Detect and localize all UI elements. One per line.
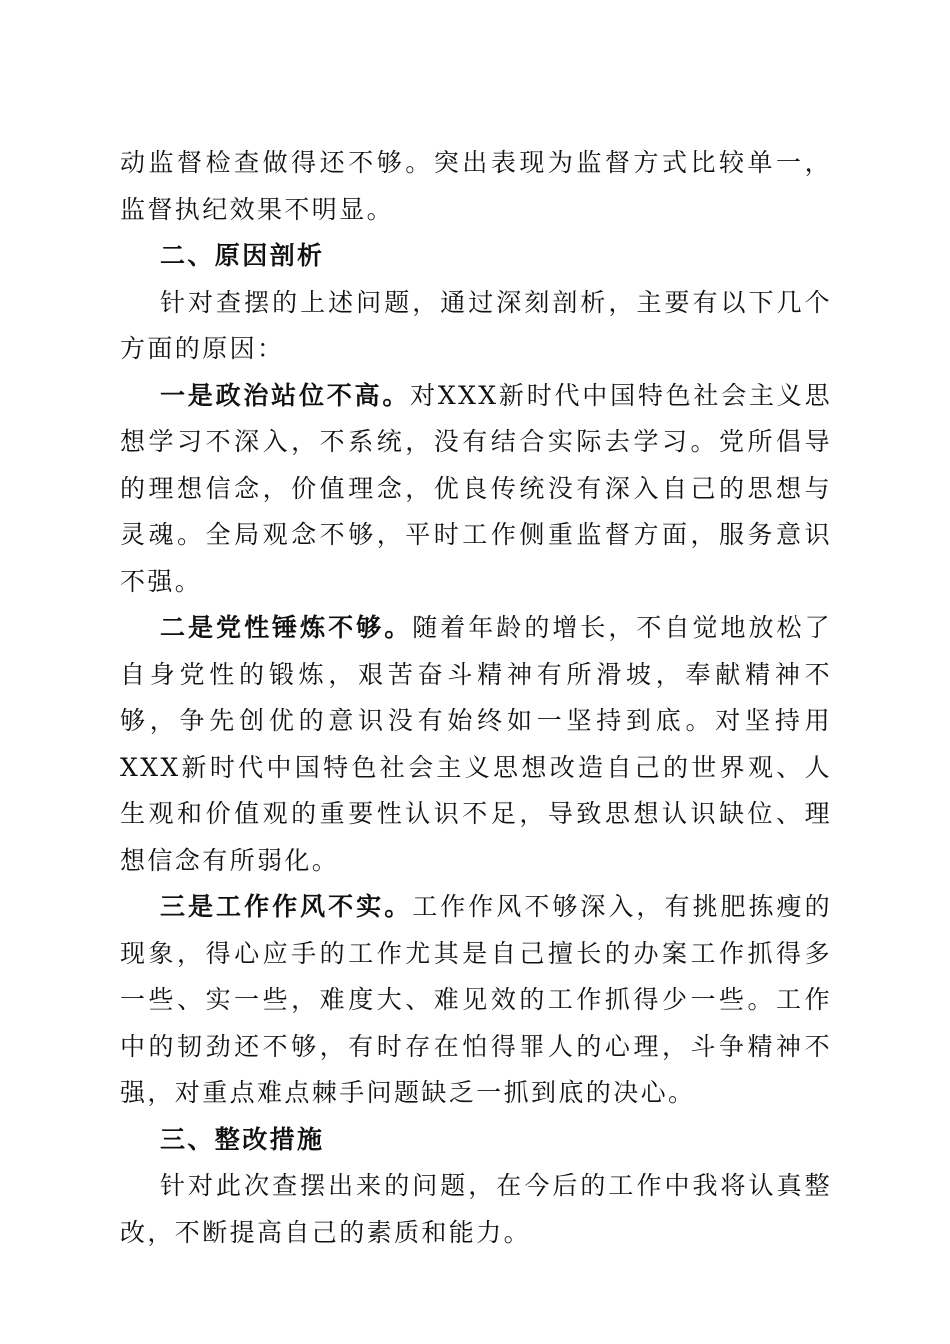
paragraph-body: 工作作风不够深入，有挑肥拣瘦的现象，得心应手的工作尤其是自己擅长的办案工作抓得多一些、实一些，难度大、难见效的工作抓得少一些。工作中的韧劲还不够，有时存在怕得罪人的心理，斗争精神不强，对重点难点棘手问题缺乏一抓到底的决心。 (120, 892, 832, 1107)
paragraph-lead: 一是政治站位不高。 (160, 380, 411, 410)
paragraph-body: 对XXX新时代中国特色社会主义思想学习不深入，不系统，没有结合实际去学习。党所倡导的理想信念，价值理念，优良传统没有深入自己的思想与灵魂。全局观念不够，平时工作侧重监督方面，服务意识不强。 (120, 380, 832, 596)
paragraph-political-stance (120, 373, 832, 606)
paragraph-lead: 二是党性锤炼不够。 (160, 613, 413, 642)
section-heading-cause-analysis: 二、原因剖析 (160, 241, 325, 270)
paragraph-supervision: 动监督检查做得还不够。突出表现为监督方式比较单一，监督执纪效果不明显。 (120, 148, 832, 224)
paragraph-body: 随着年龄的增长，不自觉地放松了自身党性的锻炼，艰苦奋斗精神有所滑坡，奉献精神不够，争先创优的意识没有始终如一坚持到底。对坚持用XXX新时代中国特色社会主义思想改造自己的世界观、人生观和价值观的重要性认识不足，导致思想认识缺位、理想信念有所弱化。 (120, 613, 832, 875)
section-heading-rectification: 三、整改措施 (160, 1124, 325, 1154)
paragraph-party-spirit (120, 605, 832, 884)
paragraph-work-style (120, 884, 832, 1117)
paragraph-rectification-intro: 针对此次查摆出来的问题，在今后的工作中我将认真整改，不断提高自己的素质和能力。 (120, 1171, 832, 1247)
paragraph-cause-intro: 针对查摆的上述问题，通过深刻剖析，主要有以下几个方面的原因： (120, 287, 832, 363)
paragraph-lead: 三是工作作风不实。 (160, 892, 413, 921)
document-page (120, 140, 832, 1256)
